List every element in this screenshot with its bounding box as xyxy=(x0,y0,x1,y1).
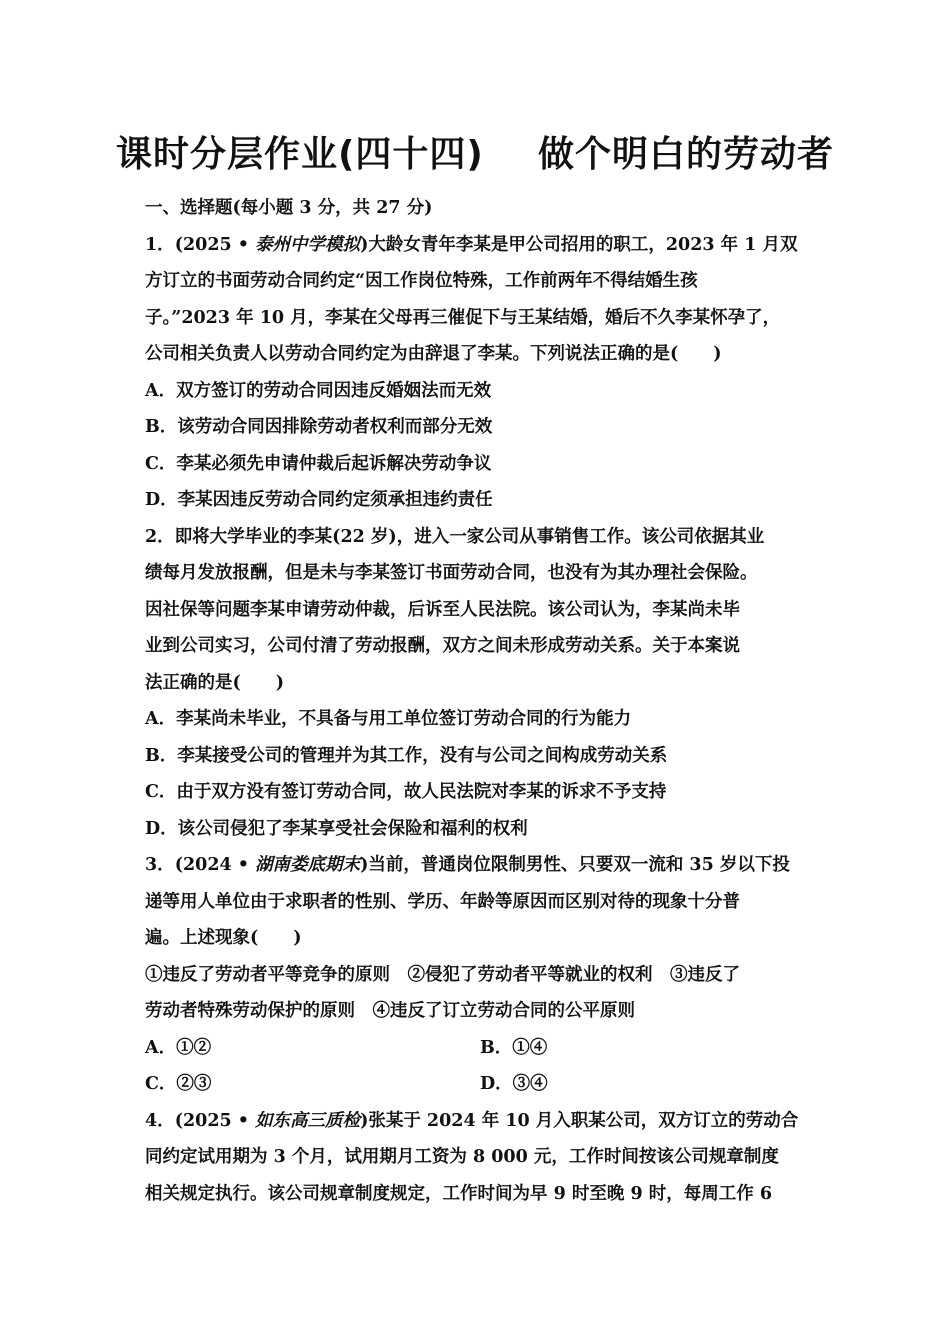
question-3-number: 3． xyxy=(145,855,175,875)
question-3-line-2: 递等用人单位由于求职者的性别、学历、年龄等原因而区别对待的现象十分普 xyxy=(145,891,740,912)
question-1-option-c: C．李某必须先申请仲裁后起诉解决劳动争议 xyxy=(145,453,492,474)
question-2-option-c: C．由于双方没有签订劳动合同，故人民法院对李某的诉求不予支持 xyxy=(145,782,667,802)
question-2-line-4: 业到公司实习，公司付清了劳动报酬，双方之间未形成劳动关系。关于本案说 xyxy=(145,636,740,656)
question-3-items-line-1: ①违反了劳动者平等竞争的原则 ②侵犯了劳动者平等就业的权利 ③违反了 xyxy=(145,964,740,985)
question-3-option-c: C．②③ xyxy=(145,1074,212,1094)
question-3-line-3: 遍。上述现象( ) xyxy=(145,928,302,948)
question-2-line-5: 法正确的是( ) xyxy=(145,672,285,693)
question-1-line-4: 公司相关负责人以劳动合同约定为由辞退了李某。下列说法正确的是( ) xyxy=(145,344,722,364)
question-3-options-row-2 xyxy=(145,1066,825,1103)
question-3-options-row-1 xyxy=(145,1030,825,1067)
question-3-option-d: D．③④ xyxy=(480,1074,548,1094)
question-4-line-1 xyxy=(145,1103,825,1140)
question-1-source: (2025 • 泰州中学模拟) xyxy=(174,234,369,255)
question-1-line-3: 子。”2023 年 10 月，李某在父母再三催促下与王某结婚，婚后不久李某怀孕了， xyxy=(145,307,781,328)
question-3-source: (2024 • 湖南娄底期末) xyxy=(174,855,369,875)
question-1-option-d: D．李某因违反劳动合同约定须承担违约责任 xyxy=(145,490,493,510)
question-4-number: 4． xyxy=(145,1110,175,1131)
question-2-option-d: D．该公司侵犯了李某享受社会保险和福利的权利 xyxy=(145,818,528,839)
section-heading: 一、选择题(每小题 3 分，共 27 分) xyxy=(145,198,433,218)
question-2-option-b: B．李某接受公司的管理并为其工作，没有与公司之间构成劳动关系 xyxy=(145,745,668,766)
question-2-line-2: 绩每月发放报酬，但是未与李某签订书面劳动合同，也没有为其办理社会保险。 xyxy=(145,563,758,583)
question-2-option-a: A．李某尚未毕业，不具备与用工单位签订劳动合同的行为能力 xyxy=(145,709,632,729)
question-3-text: 当前，普通岗位限制男性、只要双一流和 35 岁以下投 xyxy=(368,855,790,875)
question-2-line-1 xyxy=(145,519,825,556)
question-1-line-2: 方订立的书面劳动合同约定“因工作岗位特殊，工作前两年不得结婚生孩 xyxy=(145,271,698,291)
question-1-line-1 xyxy=(145,227,825,264)
question-3-option-a: A．①② xyxy=(145,1037,212,1058)
question-1-option-b: B．该劳动合同因排除劳动者权利而部分无效 xyxy=(145,417,493,437)
question-1-text: 大龄女青年李某是甲公司招用的职工，2023 年 1 月双 xyxy=(368,234,798,255)
question-2-text: 即将大学毕业的李某(22 岁)，进入一家公司从事销售工作。该公司依据其业 xyxy=(174,526,765,547)
question-4-line-3: 相关规定执行。该公司规章制度规定，工作时间为早 9 时至晚 9 时，每周工作 6 xyxy=(145,1183,772,1204)
question-1-number: 1． xyxy=(145,234,175,255)
question-2-line-3: 因社保等问题李某申请劳动仲裁，后诉至人民法院。该公司认为，李某尚未毕 xyxy=(145,599,740,620)
question-1-option-a: A．双方签订的劳动合同因违反婚姻法而无效 xyxy=(145,380,492,401)
question-4-text: 张某于 2024 年 10 月入职某公司，双方订立的劳动合 xyxy=(368,1110,799,1131)
question-3-line-1 xyxy=(145,847,825,884)
question-4-source: (2025 • 如东高三质检) xyxy=(174,1110,369,1131)
question-2-number: 2． xyxy=(145,526,175,547)
page-title: 课时分层作业(四十四) 做个明白的劳动者 xyxy=(115,134,835,175)
question-3-items-line-2: 劳动者特殊劳动保护的原则 ④违反了订立劳动合同的公平原则 xyxy=(145,1001,635,1021)
document-body xyxy=(145,190,825,1212)
question-4-line-2: 同约定试用期为 3 个月，试用期月工资为 8 000 元，工作时间按该公司规章制度 xyxy=(145,1147,779,1167)
question-3-option-b: B．①④ xyxy=(480,1037,548,1058)
